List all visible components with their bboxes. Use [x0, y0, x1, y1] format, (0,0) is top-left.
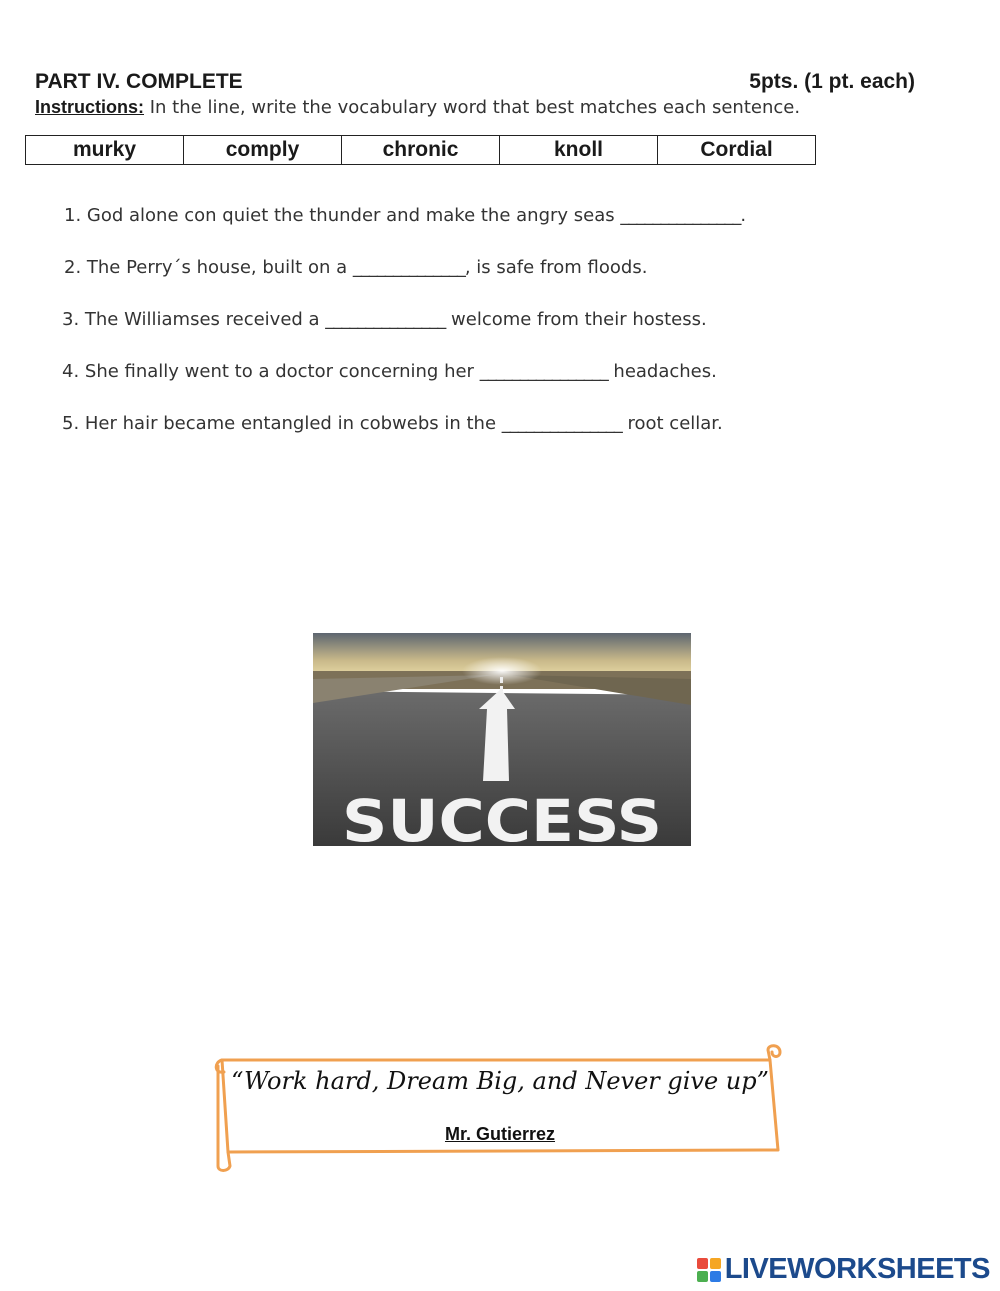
sentence-text: . [740, 205, 747, 226]
sentence-text: 4. She finally went to a doctor concerning her [62, 361, 480, 382]
word-bank-table [25, 135, 816, 165]
scroll-roll-right [768, 1046, 780, 1060]
word-bank-cell: Cordial [658, 136, 816, 165]
quote-text: “Work hard, Dream Big, and Never give up” [231, 1067, 769, 1095]
sentence-5 [62, 413, 723, 434]
sentence-text: , is safe from floods. [464, 257, 648, 278]
word-bank-cell: knoll [500, 136, 658, 165]
sentence-text: 3. The Williamses received a [62, 309, 326, 330]
quote-author: Mr. Gutierrez [444, 1124, 556, 1144]
sentence-4 [62, 361, 717, 382]
sentence-3 [62, 309, 707, 330]
answer-blank[interactable]: _______________ [325, 309, 446, 330]
sentence-text: 2. The Perry´s house, built on a [64, 257, 353, 278]
liveworksheets-logo [697, 1253, 990, 1286]
answer-blank[interactable]: ________________ [479, 361, 608, 382]
brand-name: LIVEWORKSHEETS [724, 1253, 990, 1285]
sentence-text: 5. Her hair became entangled in cobwebs in the [62, 413, 502, 434]
success-road-image [313, 633, 691, 846]
word-bank-cell: chronic [342, 136, 500, 165]
sentence-text: root cellar. [621, 413, 723, 434]
word-bank-cell: comply [184, 136, 342, 165]
answer-blank[interactable]: _______________ [620, 205, 741, 226]
part-title: PART IV. COMPLETE [35, 70, 243, 93]
section-heading [35, 70, 915, 94]
logo-tiles-icon [697, 1258, 721, 1282]
success-road-text: SUCCESS [342, 787, 662, 846]
sentence-text: 1. God alone con quiet the thunder and make the angry seas [64, 205, 621, 226]
points-label: 5pts. (1 pt. each) [749, 70, 915, 93]
sentence-text: headaches. [607, 361, 717, 382]
quote-scroll-banner [210, 1040, 790, 1175]
sentence-2 [64, 257, 647, 278]
instructions-text: In the line, write the vocabulary word that best matches each sentence. [144, 97, 801, 118]
word-bank-cell: murky [26, 136, 184, 165]
sentence-text: welcome from their hostess. [445, 309, 707, 330]
lane-mark [500, 677, 503, 683]
sentence-1 [64, 205, 746, 226]
answer-blank[interactable]: ______________ [352, 257, 465, 278]
instructions-lead: Instructions: [35, 97, 145, 117]
instructions [35, 97, 935, 118]
answer-blank[interactable]: _______________ [501, 413, 622, 434]
